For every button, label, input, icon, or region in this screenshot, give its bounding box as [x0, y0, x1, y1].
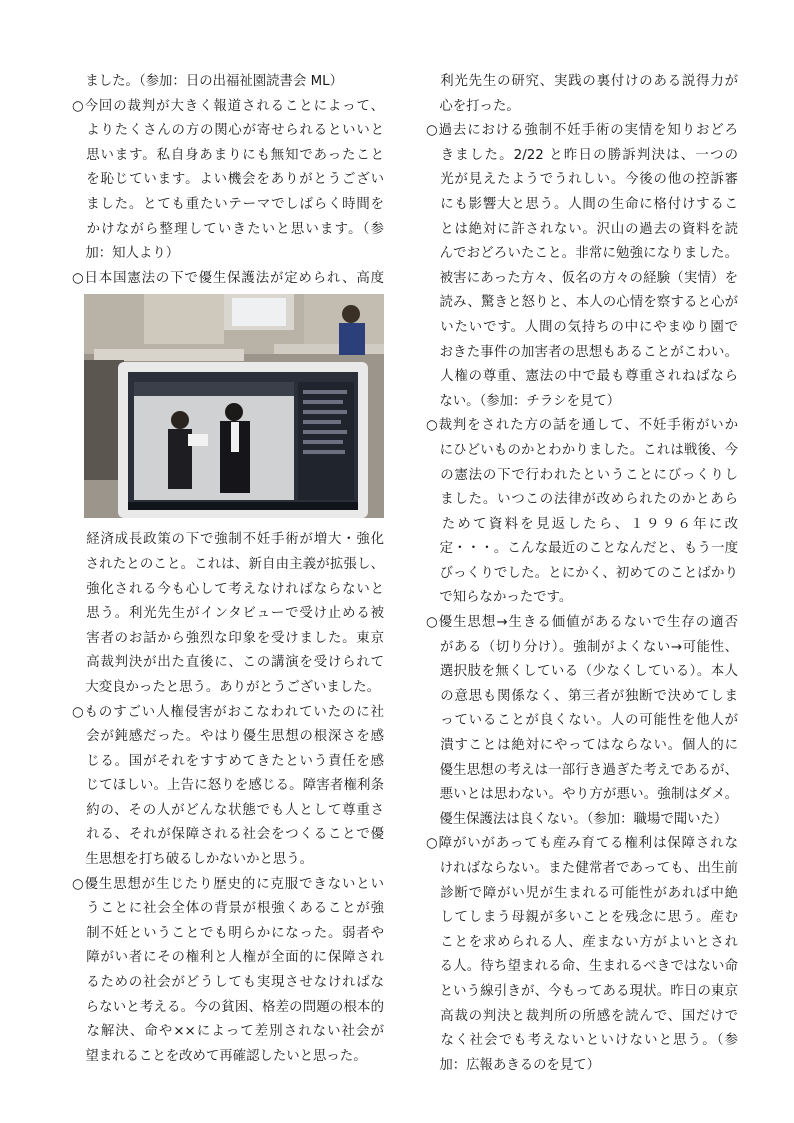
- text-line: 利光先生の研究、実践の裏付けのある説得力が: [426, 74, 738, 89]
- text-line: 高裁判決が出た直後に、この講演を受けられて: [72, 655, 384, 671]
- text-line: 光が見えたようでうれしい。今後の他の控訴審: [426, 172, 738, 188]
- text-line: 制不妊ということでも明らかになった。弱者や: [72, 925, 384, 941]
- left-paragraph-5: [72, 873, 384, 1070]
- text-line: ことを求められる人、産まない方がよいとされ: [426, 934, 738, 950]
- text-line: 悪いとは思わない。やり方が悪い。強制はダメ。: [426, 787, 738, 803]
- text-line: ○優生思想→生きる価値があるないで生存の適否: [426, 615, 738, 631]
- text-line: 約の、その人がどんな状態でも人として尊重さ: [72, 802, 384, 818]
- text-line: ました。とても重たいテーマでしばらく時間を: [72, 196, 384, 212]
- text-line: 経済成長政策の下で強制不妊手術が増大・強化: [72, 532, 384, 548]
- text-line: じてほしい。上告に怒りを感じる。障害者権利条: [72, 778, 384, 794]
- right-paragraph-4: [426, 611, 738, 832]
- text-line: ○優生思想が生じたり歴史的に克服できないとい: [72, 876, 384, 892]
- text-line: 障がい者にその権利と人権が全面的に保障され: [72, 950, 384, 966]
- text-line: ました。いつこの法律が改められたのかとあら: [426, 492, 738, 508]
- text-line: ければならない。また健常者であっても、出生前: [426, 861, 738, 876]
- text-line: ○過去における強制不妊手術の実情を知りおどろ: [426, 123, 738, 139]
- text-line: がある（切り分け）。強制がよくない→可能性、: [426, 639, 738, 655]
- left-column: [72, 70, 384, 1069]
- text-line: びっくりでした。とにかく、初めてのことばかり: [426, 565, 738, 581]
- right-paragraph-3: [426, 414, 738, 611]
- text-line: とは絶対に許されない。沢山の過去の資料を読: [426, 221, 738, 237]
- text-line: ○障がいがあっても産み育てる権利は保障されな: [426, 836, 738, 852]
- text-line: ためて資料を見返したら、１９９６年に改: [426, 516, 738, 532]
- text-line: 読み、驚きと怒りと、本人の心情を察すると心が: [426, 295, 738, 311]
- text-line: ない。（参加：チラシを見て）: [426, 393, 621, 409]
- text-line: な解決、命や××によって差別されない社会が: [72, 1024, 384, 1040]
- text-line: にひどいものかとわかりました。これは戦後、今: [426, 442, 738, 458]
- text-line: れる、それが保障される社会をつくることで優: [72, 827, 384, 843]
- text-line: にも影響大と思う。人間の生命に格付けするこ: [426, 196, 738, 212]
- text-line: 害者のお話から強烈な印象を受けました。東京: [72, 630, 384, 646]
- text-line: 思う。利光先生がインタビューで受け止める被: [72, 606, 384, 622]
- text-line: の憲法の下で行われたということにびっくりし: [426, 467, 738, 483]
- left-paragraph-4: [72, 701, 384, 873]
- text-line: 加：広報あきるのを見て）: [426, 1057, 601, 1073]
- text-line: ○今回の裁判が大きく報道されることによって、: [72, 98, 384, 114]
- text-line: 選択肢を無くしている（少なくしている）。本人: [426, 664, 738, 680]
- text-line: で知らなかったです。: [426, 590, 573, 606]
- text-line: を恥じています。よい機会をありがとうござい: [72, 172, 384, 188]
- photo-lecture-laptop-icon: [84, 294, 384, 518]
- lecture-photo: [84, 294, 384, 518]
- text-line: されたとのこと。これは、新自由主義が拡張し、: [72, 556, 384, 572]
- text-line: の意思も関係なく、第三者が独断で決めてしま: [426, 688, 738, 704]
- text-line: 加：知人より）: [72, 246, 180, 262]
- text-line: らないと考える。今の貧困、格差の問題の根本的: [72, 999, 384, 1015]
- text-line: じる。国がそれをすすめてきたという責任を感: [72, 753, 384, 769]
- text-line: るための社会がどうしても実現させなければな: [72, 975, 384, 991]
- text-line: っていることが良くない。人の可能性を他人が: [426, 713, 738, 729]
- right-column: [426, 70, 738, 1078]
- text-line: 大変良かったと思う。ありがとうございました。: [72, 679, 380, 695]
- text-line: かけながら整理していきたいと思います。（参: [72, 221, 384, 237]
- text-line: という線引きが、今もってある現状。昨日の東京: [426, 983, 738, 999]
- text-line: 人権の尊重、憲法の中で最も尊重されねばなら: [426, 369, 738, 385]
- text-line: ○裁判をされた方の話を通して、不妊手術がいか: [426, 418, 738, 434]
- text-line: 会が鈍感だった。やはり優生思想の根深さを感: [72, 729, 384, 745]
- text-line: うことに社会全体の背景が根強くあることが強: [72, 901, 384, 917]
- text-line: 望まれることを改めて再確認したいと思った。: [72, 1048, 367, 1064]
- text-line: 思います。私自身あまりにも無知であったこと: [72, 147, 384, 163]
- text-line: 定・・・。こんな最近のことなんだと、もう一度: [426, 541, 738, 557]
- text-line: ○日本国憲法の下で優生保護法が定められ、高度: [72, 270, 384, 286]
- text-line: 診断で障がい児が生まれる可能性があれば中絶: [426, 885, 738, 901]
- left-paragraph-2: [72, 95, 384, 267]
- text-line: 心を打った。: [426, 98, 520, 114]
- text-line: 優生思想の考えは一部行き過ぎた考えであるが、: [426, 762, 738, 778]
- text-line: おきた事件の加害者の思想もあることがこわい。: [426, 344, 738, 360]
- text-line: いたいです。人間の気持ちの中にやまゆり園で: [426, 319, 738, 335]
- left-paragraph-1: [72, 70, 384, 95]
- text-line: ○ものすごい人権侵害がおこなわれていたのに社: [72, 704, 384, 720]
- left-paragraph-3-start: [72, 267, 384, 292]
- text-line: よりたくさんの方の関心が寄せられるといいと: [72, 123, 384, 139]
- text-line: 高裁の判決と裁判所の所感を読んで、国だけで: [426, 1008, 738, 1024]
- left-paragraph-3-end: [72, 528, 384, 700]
- text-line: きました。2/22 と昨日の勝訴判決は、一つの: [426, 147, 738, 163]
- text-line: 優生保護法は良くない。（参加：職場で聞いた）: [426, 811, 728, 827]
- text-line: 被害にあった方々、仮名の方々の経験（実情）を: [426, 270, 738, 286]
- text-line: 生思想を打ち破るしかないかと思う。: [72, 852, 314, 868]
- text-line: んでおどろいたこと。非常に勉強になりました。: [426, 246, 738, 262]
- text-line: してしまう母親が多いことを残念に思う。産む: [426, 910, 738, 926]
- right-paragraph-5: [426, 832, 738, 1078]
- text-line: 潰すことは絶対にやってはならない。個人的に: [426, 738, 738, 754]
- text-line: ました。（参加：日の出福祉園読書会 ML）: [72, 74, 343, 89]
- right-paragraph-2: [426, 119, 738, 414]
- right-paragraph-1: [426, 70, 738, 119]
- text-line: なく社会でも考えないといけないと思う。（参: [426, 1033, 738, 1049]
- text-line: る人。待ち望まれる命、生まれるべきではない命: [426, 959, 738, 975]
- text-line: 強化される今も心して考えなければならないと: [72, 581, 384, 597]
